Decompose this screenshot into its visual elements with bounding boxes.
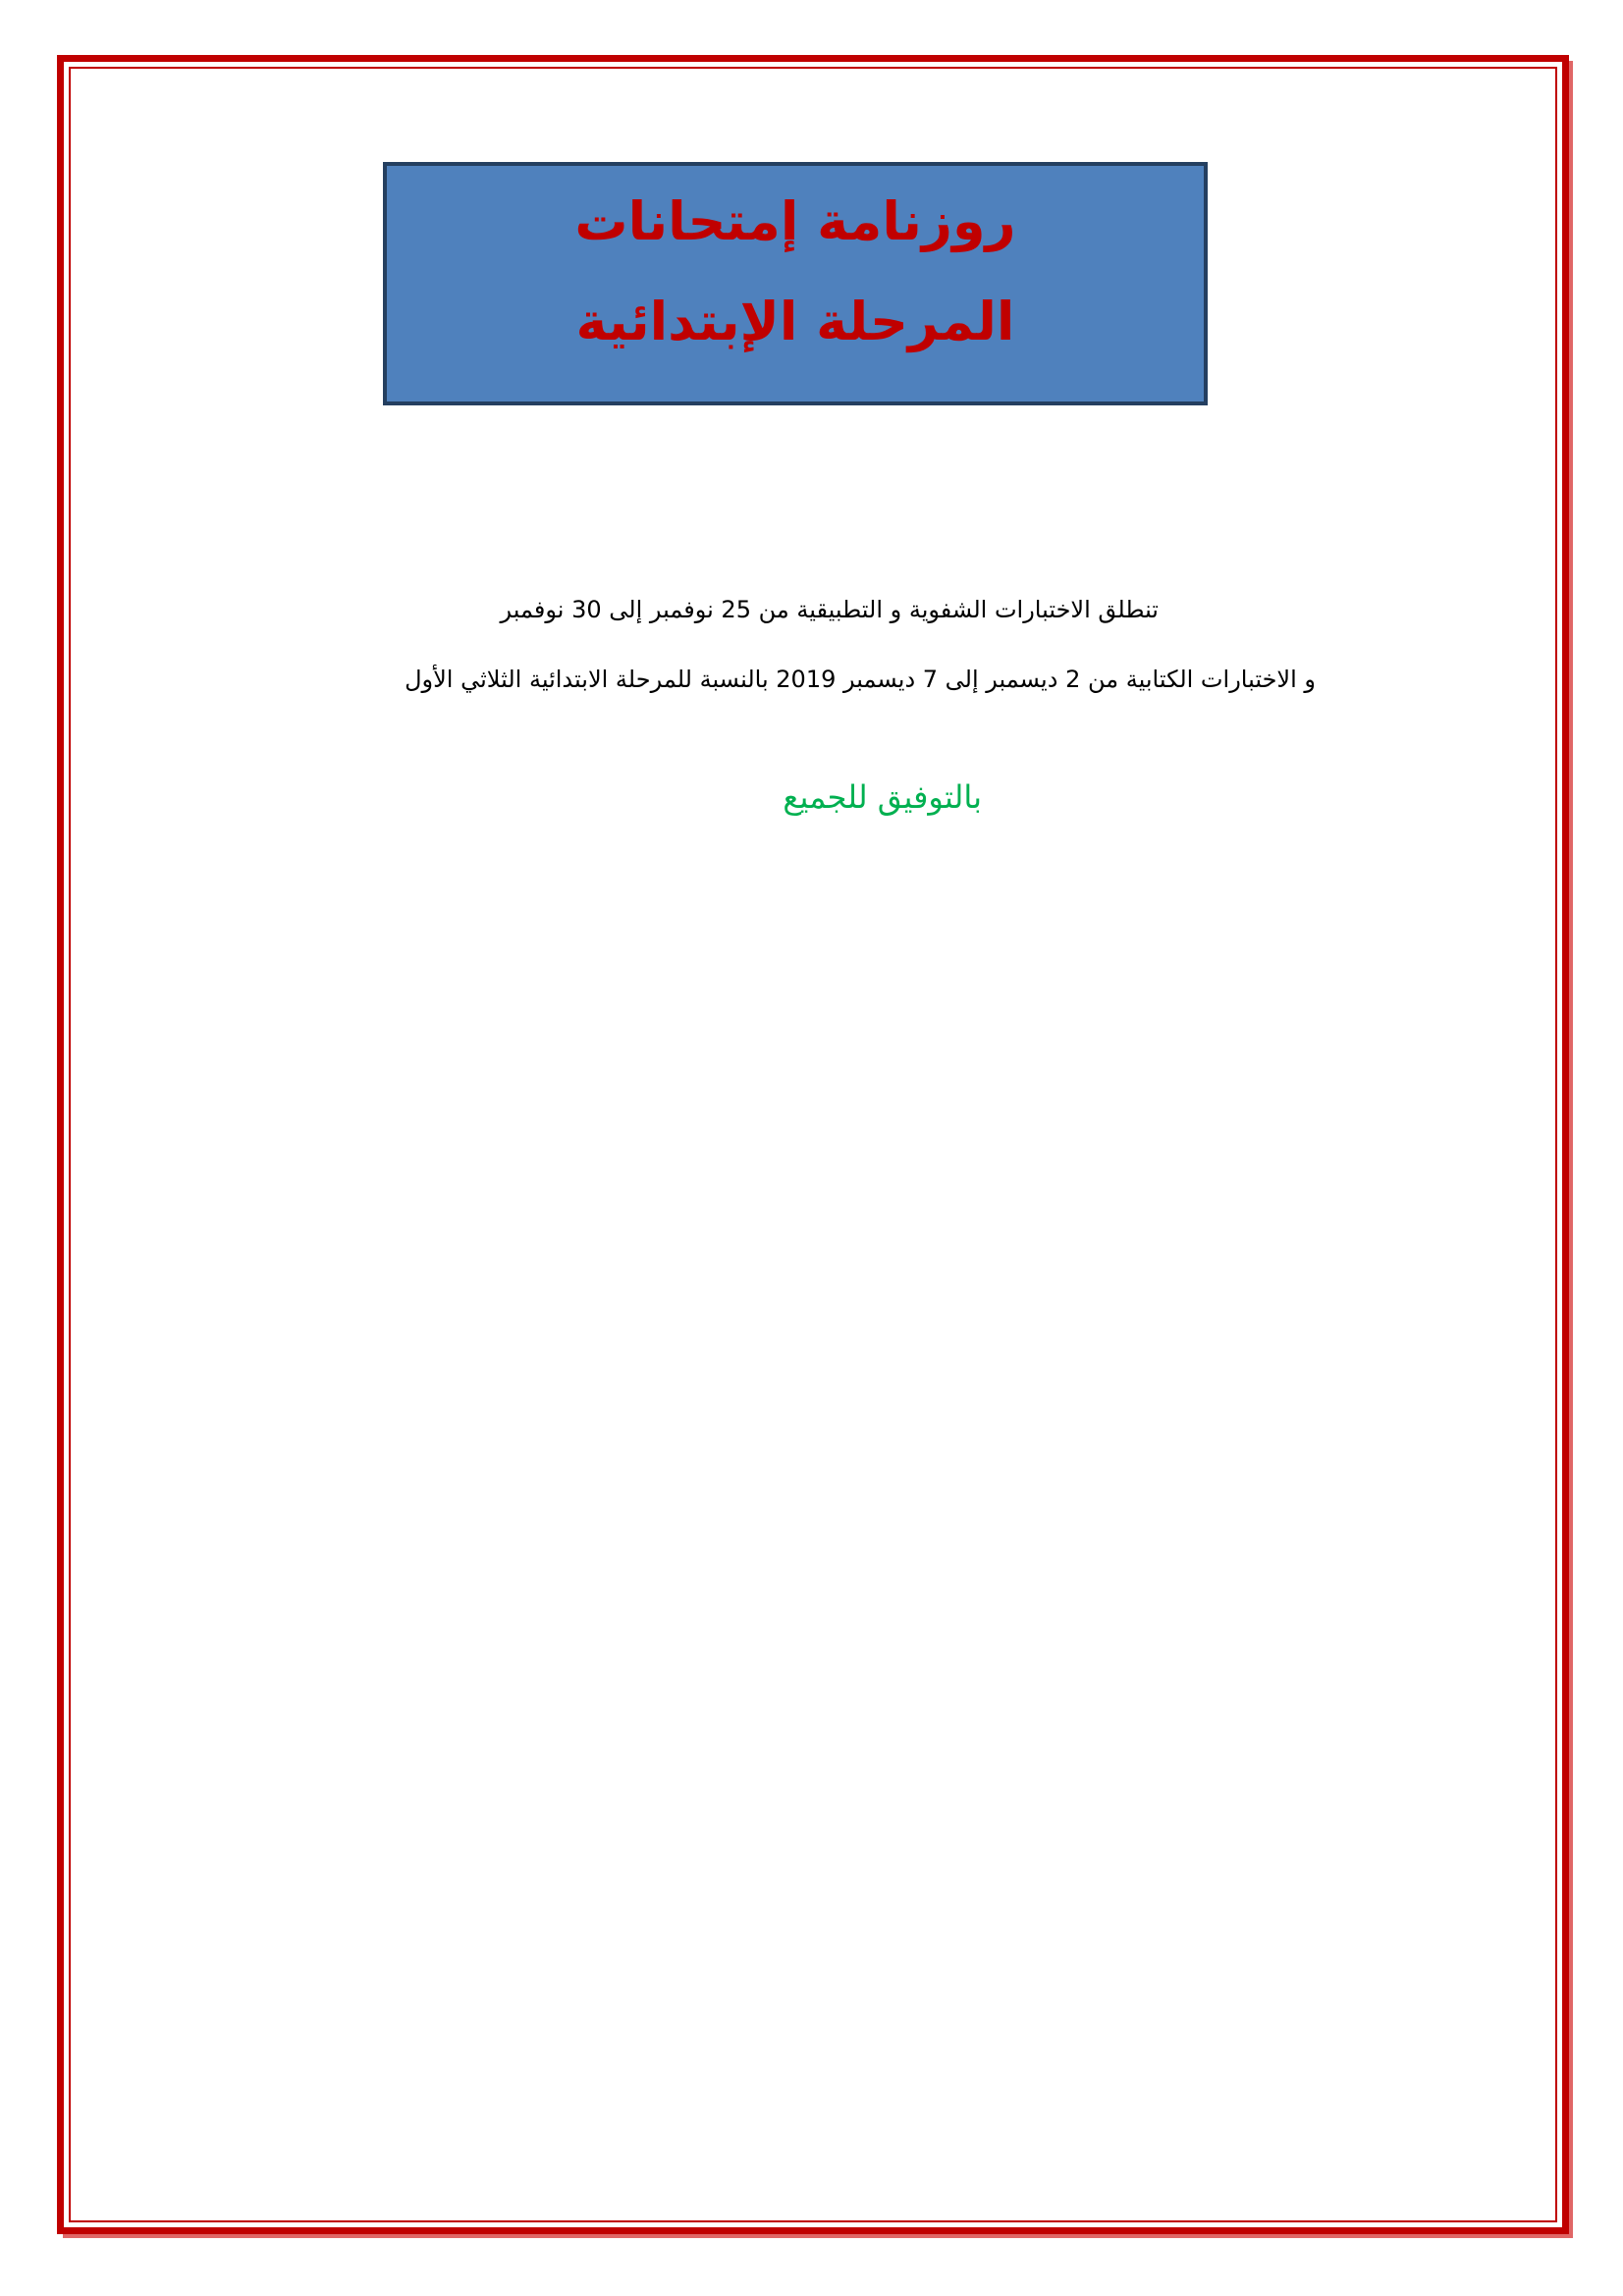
page-border-shadow-bottom	[63, 2234, 1573, 2238]
oral-exams-dates: تنطلق الاختبارات الشفوية و التطبيقية من 25 نوفمبر إلى 30 نوفمبر	[500, 596, 1159, 623]
title-box	[383, 162, 1208, 405]
closing-wish: بالتوفيق للجميع	[783, 778, 982, 816]
page-border-shadow-right	[1569, 61, 1573, 2236]
title-line-1: روزنامة إمتحانات	[574, 190, 1016, 252]
title-line-2: المرحلة الإبتدائية	[575, 291, 1015, 352]
written-exams-dates: و الاختبارات الكتابية من 2 ديسمبر إلى 7 ديسمبر 2019 بالنسبة للمرحلة الابتدائية الثلاثي الأول	[405, 666, 1316, 693]
